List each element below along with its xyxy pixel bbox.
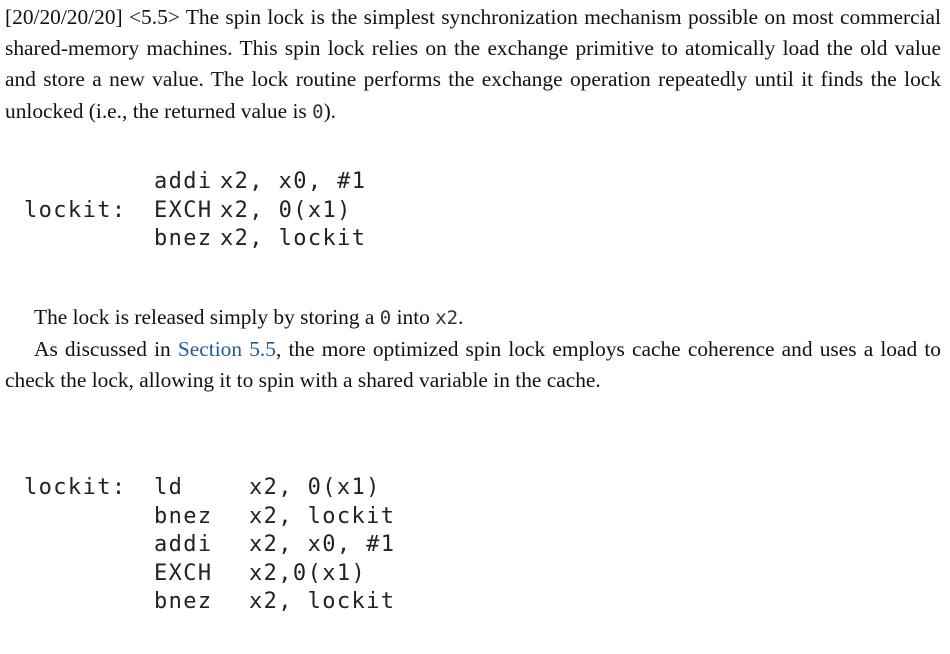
code-opcode: EXCH xyxy=(154,197,213,223)
code-line xyxy=(24,588,395,617)
code-block-optimized-lock xyxy=(24,474,395,617)
code-args: x2, x0, #1 xyxy=(220,169,367,194)
section-reference: <5.5> xyxy=(128,5,180,29)
exercise-text-end: ). xyxy=(323,98,337,123)
code-opcode: bnez xyxy=(154,503,213,529)
release-text: The lock is released simply by storing a xyxy=(34,305,375,329)
code-args: x2, 0(x1) xyxy=(220,197,352,223)
document-page xyxy=(5,2,941,128)
code-line xyxy=(24,225,366,254)
code-line xyxy=(24,531,395,560)
code-opcode: bnez xyxy=(154,589,213,614)
section-link[interactable]: Section 5.5 xyxy=(177,337,276,362)
discussion-text: As discussed in xyxy=(34,337,171,362)
code-opcode: EXCH xyxy=(154,560,213,586)
code-opcode: addi xyxy=(154,169,213,194)
code-line xyxy=(24,503,395,532)
code-opcode: addi xyxy=(154,532,213,557)
register-name: x2 xyxy=(435,307,459,329)
zero-value: 0 xyxy=(312,100,324,123)
discussion-text-rest: , the more optimized spin lock employs cache coherence and uses a load to check the lock, allowing it to spin with a shared variable in the cache. xyxy=(5,337,941,393)
code-label: lockit: xyxy=(24,197,127,223)
code-block-exchange-lock xyxy=(24,168,366,254)
exercise-tag: [20/20/20/20] xyxy=(5,5,123,29)
code-args: x2, 0(x1) xyxy=(249,475,381,500)
release-text-into: into xyxy=(396,305,430,329)
zero-value: 0 xyxy=(379,307,392,329)
code-args: x2, x0, #1 xyxy=(249,532,396,557)
code-line xyxy=(24,474,395,503)
release-section xyxy=(5,302,941,397)
code-label: lockit: xyxy=(24,475,127,500)
discussion-paragraph xyxy=(5,334,941,396)
code-line xyxy=(24,197,366,226)
code-args: x2, lockit xyxy=(220,226,367,251)
code-line xyxy=(24,560,395,589)
code-opcode: ld xyxy=(154,475,184,500)
code-opcode: bnez xyxy=(154,226,213,251)
code-args: x2, lockit xyxy=(249,589,396,614)
exercise-text: The spin lock is the simplest synchronization mechanism possible on most commercial shared-memory machines. This spin lock relies on the exchange primitive to atomically load the old value and store a new value. The lock routine performs the exchange operation repeatedly until it finds the lock unlocked (i.e., the returned value is xyxy=(5,5,941,123)
exercise-paragraph xyxy=(5,2,941,128)
release-paragraph xyxy=(5,302,941,334)
code-line xyxy=(24,168,366,197)
code-args: x2, lockit xyxy=(249,503,396,529)
release-text-end: . xyxy=(458,305,464,329)
code-args: x2,0(x1) xyxy=(249,560,367,586)
